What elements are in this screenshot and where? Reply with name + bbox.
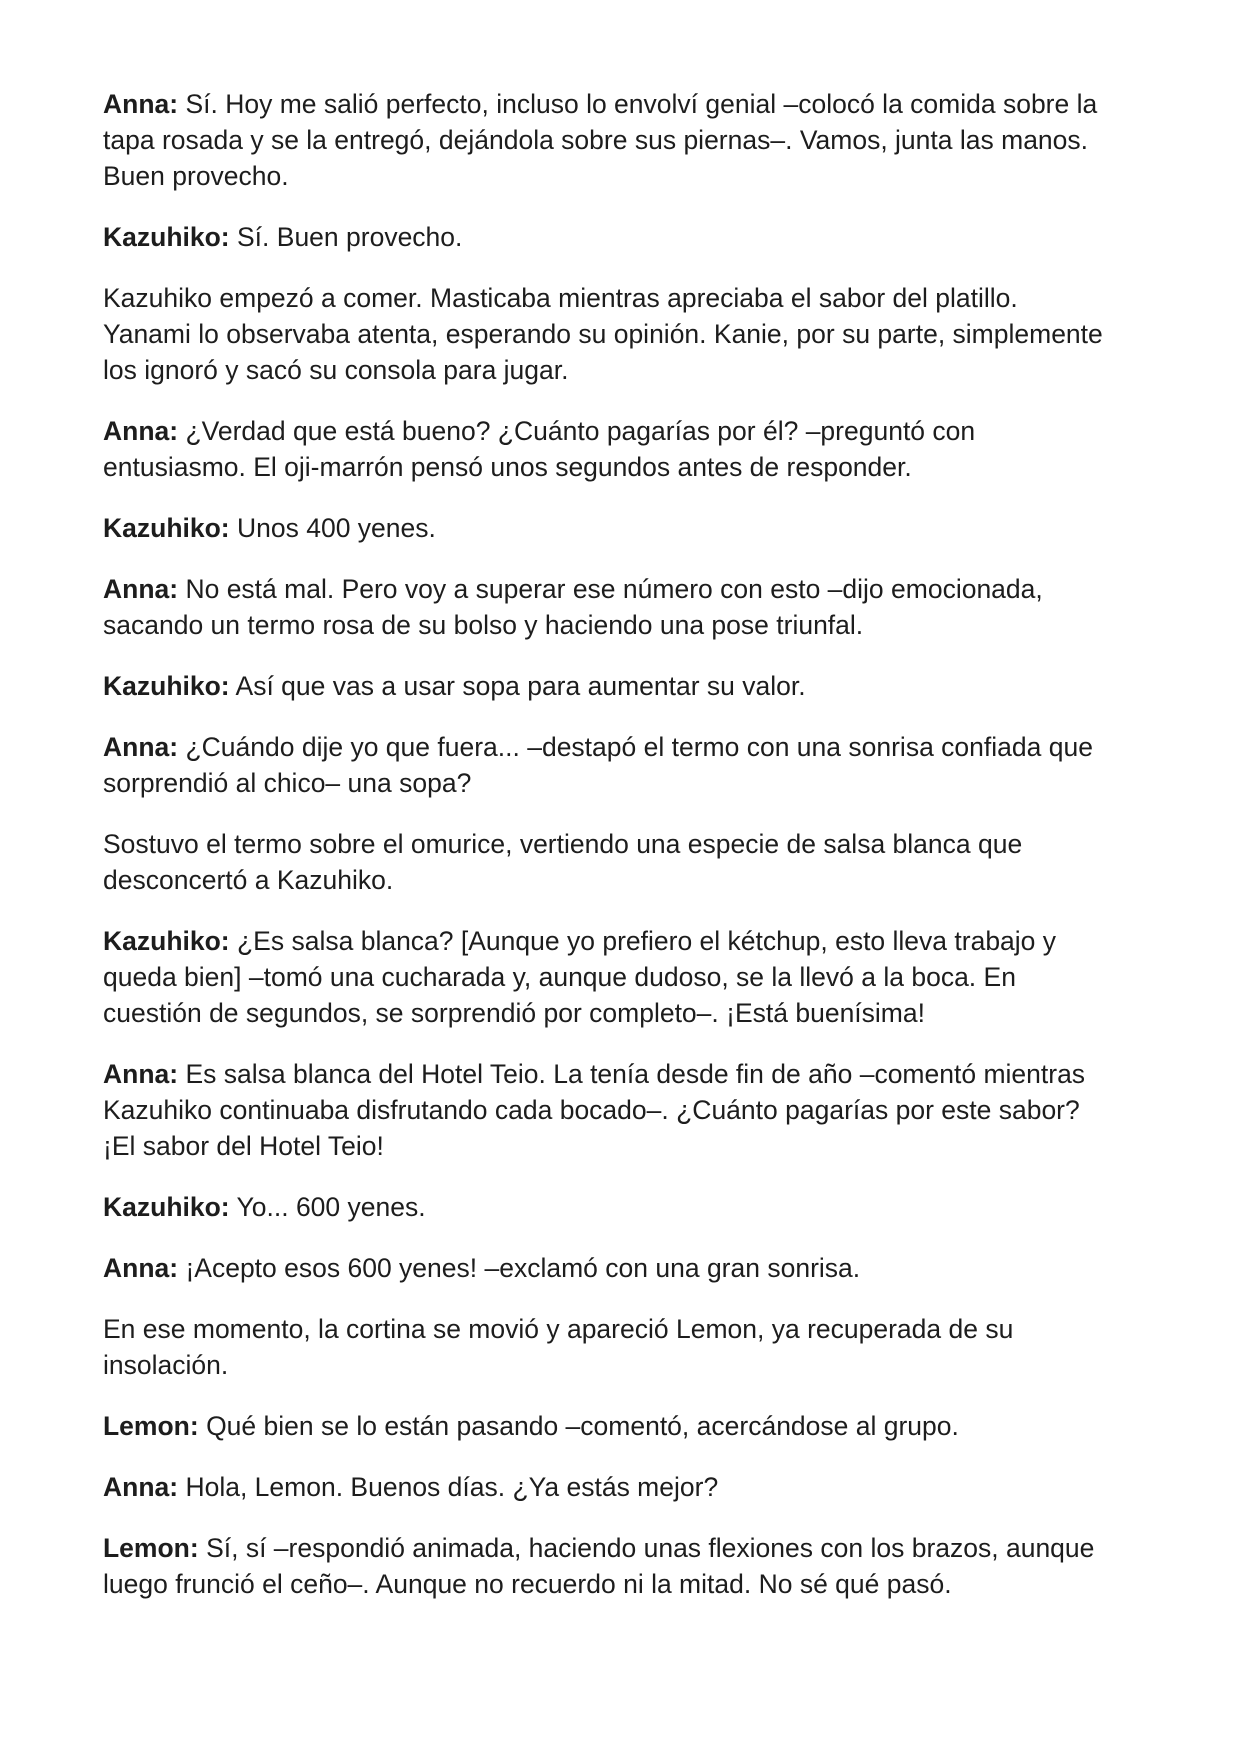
dialogue-paragraph: [103, 1189, 1103, 1225]
dialogue-paragraph: [103, 1056, 1103, 1164]
speaker-name: Anna:: [103, 732, 179, 762]
paragraph-text: Sostuvo el termo sobre el omurice, vertiendo una especie de salsa blanca que desconcertó a Kazuhiko.: [103, 829, 1023, 895]
speaker-name: Anna:: [103, 1472, 179, 1502]
paragraph-text: En ese momento, la cortina se movió y apareció Lemon, ya recuperada de su insolación.: [103, 1314, 1014, 1380]
narration-paragraph: [103, 1311, 1103, 1383]
paragraph-text: Unos 400 yenes.: [237, 513, 436, 543]
dialogue-paragraph: [103, 510, 1103, 546]
paragraph-text: Sí. Buen provecho.: [237, 222, 463, 252]
dialogue-paragraph: [103, 1530, 1103, 1602]
speaker-name: Kazuhiko:: [103, 222, 230, 252]
dialogue-paragraph: [103, 1408, 1103, 1444]
paragraph-text: ¡Acepto esos 600 yenes! –exclamó con una gran sonrisa.: [185, 1253, 861, 1283]
paragraph-text: Sí, sí –respondió animada, haciendo unas flexiones con los brazos, aunque luego frunció el ceño–. Aunque no recuerdo ni la mitad. No sé qué pasó.: [103, 1533, 1095, 1599]
speaker-name: Kazuhiko:: [103, 671, 230, 701]
dialogue-paragraph: [103, 219, 1103, 255]
dialogue-paragraph: [103, 571, 1103, 643]
speaker-name: Anna:: [103, 416, 179, 446]
narration-paragraph: [103, 826, 1103, 898]
dialogue-paragraph: [103, 1250, 1103, 1286]
paragraph-text: Hola, Lemon. Buenos días. ¿Ya estás mejor?: [185, 1472, 719, 1502]
narration-paragraph: [103, 280, 1103, 388]
speaker-name: Kazuhiko:: [103, 513, 230, 543]
speaker-name: Anna:: [103, 1253, 179, 1283]
paragraph-text: Es salsa blanca del Hotel Teio. La tenía desde fin de año –comentó mientras Kazuhiko continuaba disfrutando cada bocado–. ¿Cuánto pagarías por este sabor? ¡El sabor del Hotel Teio!: [103, 1059, 1086, 1161]
speaker-name: Lemon:: [103, 1411, 199, 1441]
speaker-name: Anna:: [103, 89, 179, 119]
speaker-name: Lemon:: [103, 1533, 199, 1563]
dialogue-paragraph: [103, 923, 1103, 1031]
paragraph-text: Kazuhiko empezó a comer. Masticaba mientras apreciaba el sabor del platillo. Yanami lo observaba atenta, esperando su opinión. Kanie, por su parte, simplemente los ignoró y sacó su consola para jugar.: [103, 283, 1103, 385]
dialogue-paragraph: [103, 1469, 1103, 1505]
speaker-name: Kazuhiko:: [103, 926, 230, 956]
document-page: [103, 86, 1103, 1627]
paragraph-text: ¿Verdad que está bueno? ¿Cuánto pagarías por él? –preguntó con entusiasmo. El oji-marrón pensó unos segundos antes de responder.: [103, 416, 976, 482]
dialogue-paragraph: [103, 86, 1103, 194]
dialogue-paragraph: [103, 729, 1103, 801]
paragraph-text: Así que vas a usar sopa para aumentar su valor.: [235, 671, 806, 701]
paragraph-text: Yo... 600 yenes.: [236, 1192, 426, 1222]
dialogue-paragraph: [103, 668, 1103, 704]
paragraph-text: ¿Es salsa blanca? [Aunque yo prefiero el kétchup, esto lleva trabajo y queda bien] –tomó una cucharada y, aunque dudoso, se la llevó a la boca. En cuestión de segundos, se sorprendió por completo–. ¡Está buenísima!: [103, 926, 1057, 1028]
paragraph-text: ¿Cuándo dije yo que fuera... –destapó el termo con una sonrisa confiada que sorprendió al chico– una sopa?: [103, 732, 1093, 798]
paragraph-text: Qué bien se lo están pasando –comentó, acercándose al grupo.: [206, 1411, 959, 1441]
speaker-name: Anna:: [103, 1059, 179, 1089]
speaker-name: Anna:: [103, 574, 179, 604]
paragraph-text: Sí. Hoy me salió perfecto, incluso lo envolví genial –colocó la comida sobre la tapa rosada y se la entregó, dejándola sobre sus piernas–. Vamos, junta las manos. Buen provecho.: [103, 89, 1098, 191]
speaker-name: Kazuhiko:: [103, 1192, 230, 1222]
paragraph-text: No está mal. Pero voy a superar ese número con esto –dijo emocionada, sacando un termo rosa de su bolso y haciendo una pose triunfal.: [103, 574, 1043, 640]
dialogue-paragraph: [103, 413, 1103, 485]
